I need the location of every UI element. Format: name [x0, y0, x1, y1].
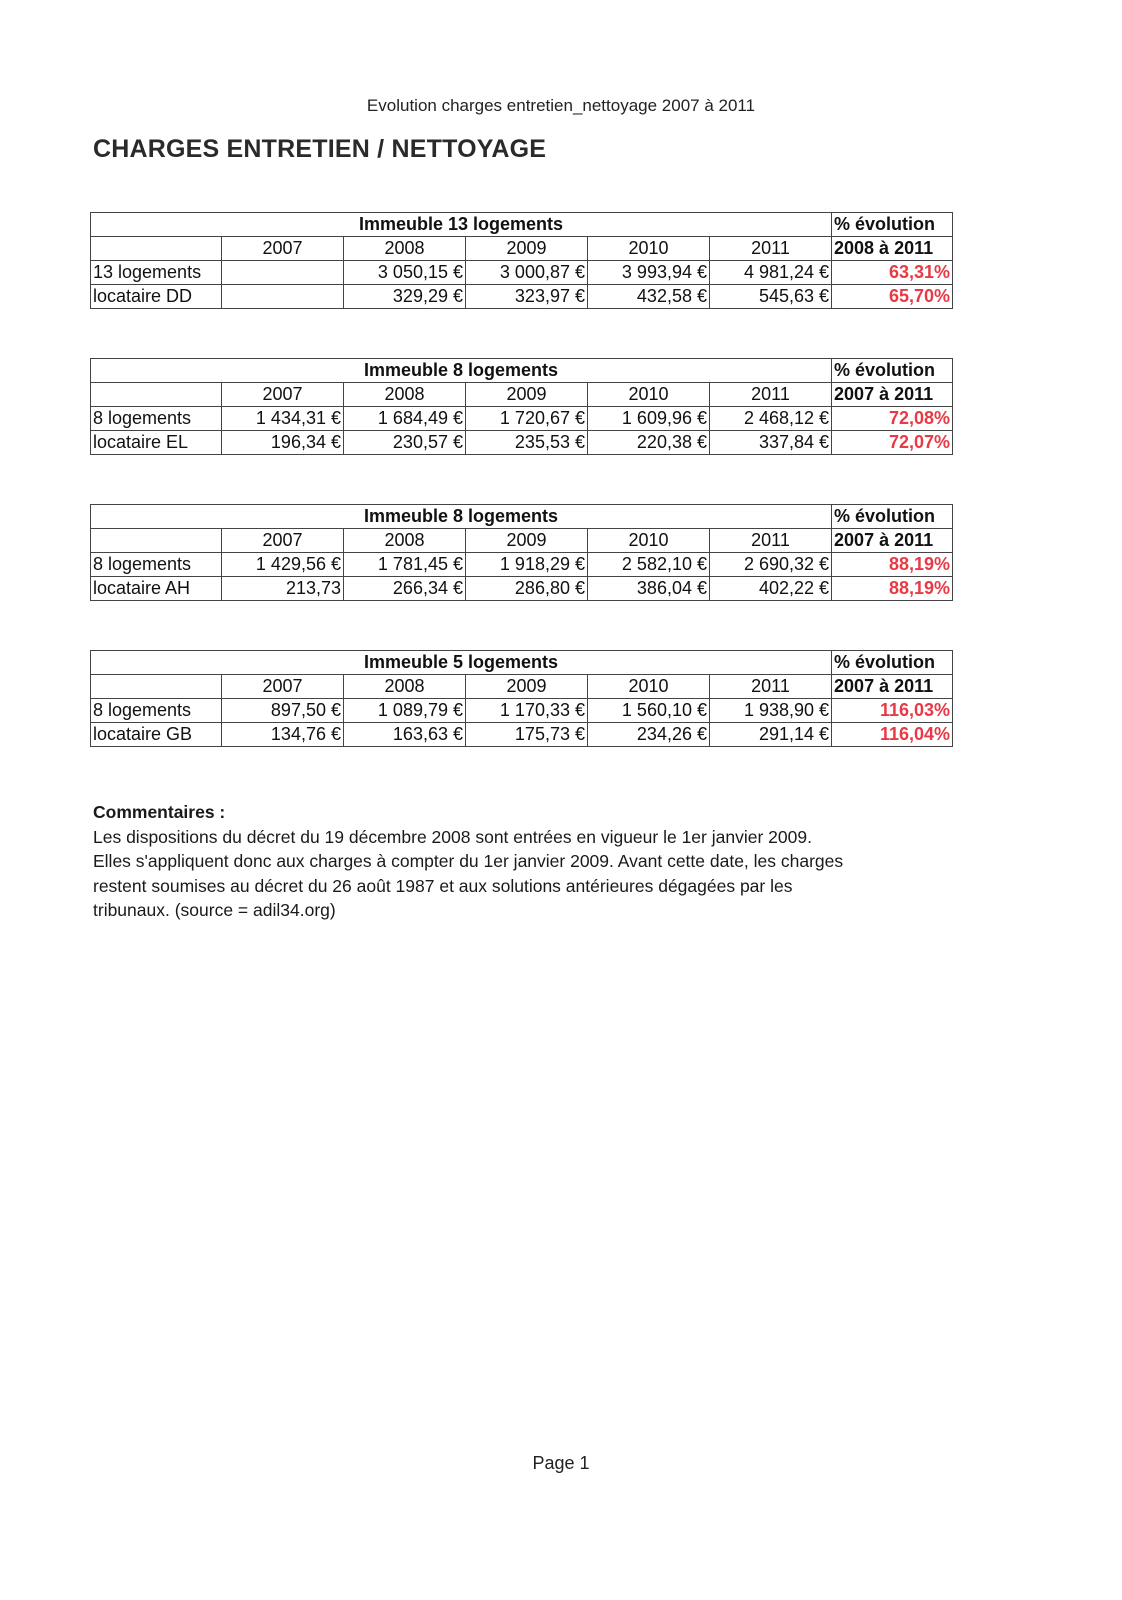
year-header: 2010: [588, 529, 710, 553]
year-header: 2008: [344, 529, 466, 553]
evolution-label: % évolution: [832, 505, 953, 529]
table-row: [91, 723, 953, 747]
evolution-label: % évolution: [832, 359, 953, 383]
charges-table-immeuble-13: [90, 212, 953, 309]
row-label: locataire DD: [91, 285, 222, 309]
year-header: 2009: [466, 237, 588, 261]
value-cell: [222, 261, 344, 285]
evolution-range: 2007 à 2011: [832, 675, 953, 699]
document-header: Evolution charges entretien_nettoyage 2007 à 2011: [366, 96, 756, 115]
year-header: 2008: [344, 383, 466, 407]
evolution-label: % évolution: [832, 651, 953, 675]
value-cell: 3 000,87 €: [466, 261, 588, 285]
value-cell: 3 050,15 €: [344, 261, 466, 285]
table-row: [91, 553, 953, 577]
empty-header-cell: [91, 529, 222, 553]
year-header: 2009: [466, 383, 588, 407]
year-header: 2011: [710, 237, 832, 261]
value-cell: 234,26 €: [588, 723, 710, 747]
value-cell: 897,50 €: [222, 699, 344, 723]
value-cell: 1 609,96 €: [588, 407, 710, 431]
value-cell: 337,84 €: [710, 431, 832, 455]
value-cell: 1 434,31 €: [222, 407, 344, 431]
comment-line: Elles s'appliquent donc aux charges à compter du 1er janvier 2009. Avant cette date, les charges: [93, 851, 844, 871]
value-cell: 1 089,79 €: [344, 699, 466, 723]
evolution-percent: 72,08%: [832, 407, 953, 431]
value-cell: 175,73 €: [466, 723, 588, 747]
evolution-percent: 65,70%: [832, 285, 953, 309]
year-header: 2011: [710, 383, 832, 407]
value-cell: 329,29 €: [344, 285, 466, 309]
row-label: locataire GB: [91, 723, 222, 747]
year-header-row: [91, 237, 953, 261]
building-title: Immeuble 8 logements: [91, 505, 832, 529]
year-header: 2007: [222, 529, 344, 553]
year-header: 2009: [466, 529, 588, 553]
year-header: 2007: [222, 675, 344, 699]
value-cell: 213,73: [222, 577, 344, 601]
evolution-percent: 116,04%: [832, 723, 953, 747]
table-row: [91, 699, 953, 723]
empty-header-cell: [91, 383, 222, 407]
year-header: 2011: [710, 675, 832, 699]
value-cell: 2 468,12 €: [710, 407, 832, 431]
table-title-row: [91, 213, 953, 237]
table-title-row: [91, 359, 953, 383]
value-cell: 1 918,29 €: [466, 553, 588, 577]
value-cell: 1 938,90 €: [710, 699, 832, 723]
table-row: [91, 285, 953, 309]
year-header: 2011: [710, 529, 832, 553]
year-header: 2010: [588, 237, 710, 261]
comments-section: [93, 800, 933, 923]
evolution-range: 2008 à 2011: [832, 237, 953, 261]
evolution-label: % évolution: [832, 213, 953, 237]
year-header: 2008: [344, 675, 466, 699]
evolution-percent: 116,03%: [832, 699, 953, 723]
evolution-percent: 88,19%: [832, 577, 953, 601]
building-title: Immeuble 5 logements: [91, 651, 832, 675]
value-cell: 1 560,10 €: [588, 699, 710, 723]
value-cell: 545,63 €: [710, 285, 832, 309]
comment-line: Les dispositions du décret du 19 décembre 2008 sont entrées en vigueur le 1er janvier 2009.: [93, 826, 812, 847]
value-cell: 386,04 €: [588, 577, 710, 601]
value-cell: 291,14 €: [710, 723, 832, 747]
empty-header-cell: [91, 675, 222, 699]
year-header: 2010: [588, 675, 710, 699]
page-title: CHARGES ENTRETIEN / NETTOYAGE: [93, 135, 547, 163]
year-header-row: [91, 675, 953, 699]
value-cell: 432,58 €: [588, 285, 710, 309]
value-cell: 1 720,67 €: [466, 407, 588, 431]
comment-line: tribunaux. (source = adil34.org): [93, 900, 336, 920]
value-cell: 230,57 €: [344, 431, 466, 455]
table-row: [91, 261, 953, 285]
table-row: [91, 577, 953, 601]
evolution-percent: 88,19%: [832, 553, 953, 577]
value-cell: 196,34 €: [222, 431, 344, 455]
building-title: Immeuble 13 logements: [91, 213, 832, 237]
value-cell: 1 684,49 €: [344, 407, 466, 431]
row-label: locataire EL: [91, 431, 222, 455]
value-cell: 3 993,94 €: [588, 261, 710, 285]
table-title-row: [91, 505, 953, 529]
year-header: 2007: [222, 383, 344, 407]
value-cell: 1 781,45 €: [344, 553, 466, 577]
table-row: [91, 431, 953, 455]
value-cell: 163,63 €: [344, 723, 466, 747]
year-header-row: [91, 383, 953, 407]
year-header: 2008: [344, 237, 466, 261]
row-label: 8 logements: [91, 407, 222, 431]
evolution-percent: 72,07%: [832, 431, 953, 455]
value-cell: 402,22 €: [710, 577, 832, 601]
value-cell: [222, 285, 344, 309]
value-cell: 220,38 €: [588, 431, 710, 455]
evolution-range: 2007 à 2011: [832, 529, 953, 553]
row-label: 8 logements: [91, 699, 222, 723]
comment-line: restent soumises au décret du 26 août 1987 et aux solutions antérieures dégagées par les: [93, 875, 793, 896]
value-cell: 2 582,10 €: [588, 553, 710, 577]
value-cell: 266,34 €: [344, 577, 466, 601]
value-cell: 1 170,33 €: [466, 699, 588, 723]
value-cell: 134,76 €: [222, 723, 344, 747]
building-title: Immeuble 8 logements: [91, 359, 832, 383]
row-label: 13 logements: [91, 261, 222, 285]
evolution-range: 2007 à 2011: [832, 383, 953, 407]
charges-table-immeuble-8-b: [90, 504, 953, 601]
charges-table-immeuble-5: [90, 650, 953, 747]
value-cell: 1 429,56 €: [222, 553, 344, 577]
evolution-percent: 63,31%: [832, 261, 953, 285]
value-cell: 4 981,24 €: [710, 261, 832, 285]
table-row: [91, 407, 953, 431]
table-title-row: [91, 651, 953, 675]
charges-table-immeuble-8-a: [90, 358, 953, 455]
empty-header-cell: [91, 237, 222, 261]
year-header: 2009: [466, 675, 588, 699]
row-label: locataire AH: [91, 577, 222, 601]
value-cell: 323,97 €: [466, 285, 588, 309]
value-cell: 2 690,32 €: [710, 553, 832, 577]
year-header-row: [91, 529, 953, 553]
comments-title: Commentaires :: [93, 802, 226, 822]
page-number: Page 1: [532, 1453, 590, 1473]
year-header: 2007: [222, 237, 344, 261]
value-cell: 235,53 €: [466, 431, 588, 455]
row-label: 8 logements: [91, 553, 222, 577]
value-cell: 286,80 €: [466, 577, 588, 601]
year-header: 2010: [588, 383, 710, 407]
